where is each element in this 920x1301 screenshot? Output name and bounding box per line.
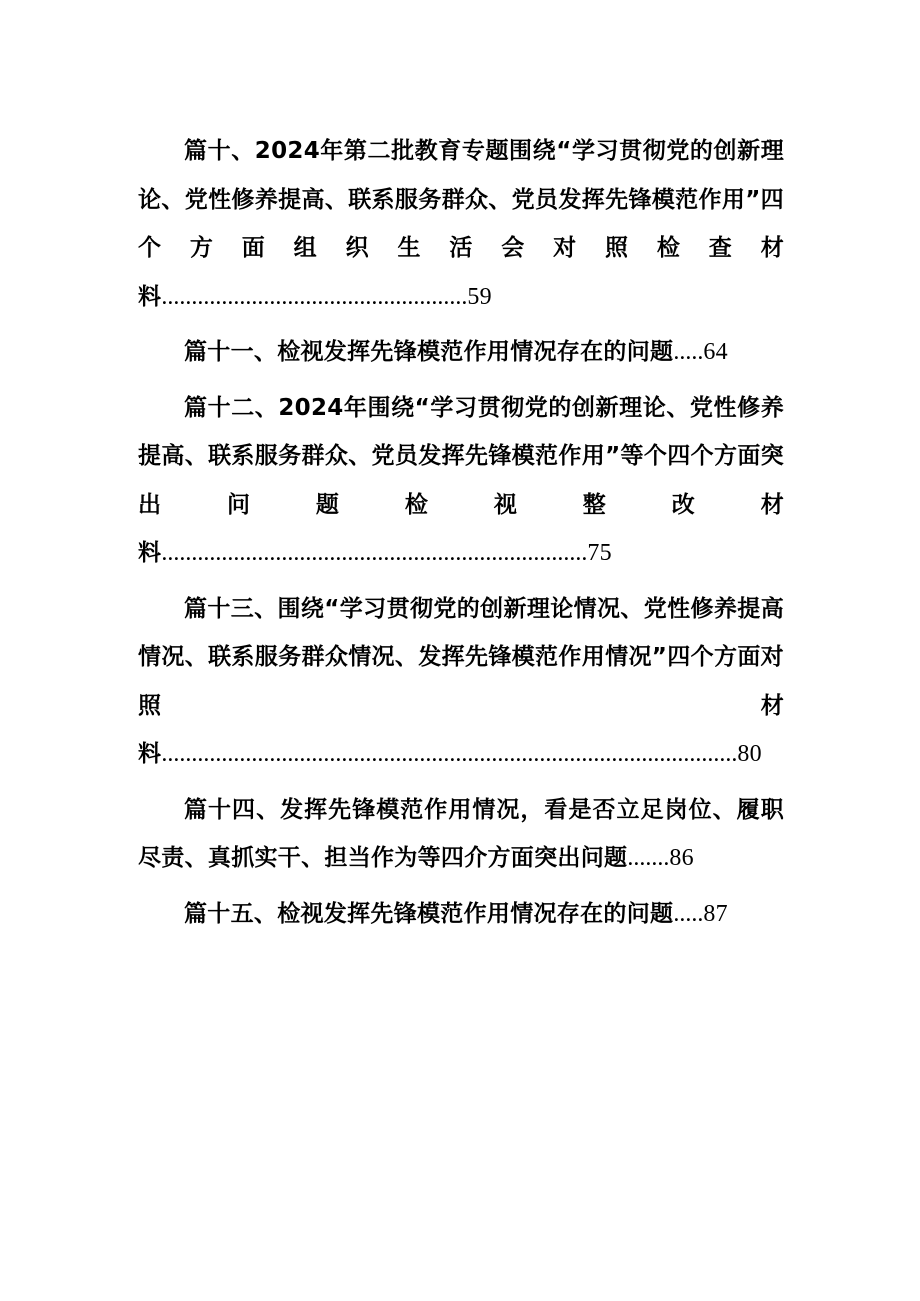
toc-leader-dots: ..... (673, 900, 704, 927)
toc-entry[interactable] (138, 384, 784, 578)
table-of-contents (138, 127, 784, 945)
toc-page-number: 87 (703, 900, 728, 927)
toc-leader-dots: ................................................................................................ (161, 741, 738, 767)
toc-page-number: 64 (703, 339, 728, 365)
toc-entry-label: 篇十五、检视发挥先锋模范作用情况存在的问题 (184, 900, 674, 927)
toc-leader-dots: ................................................... (161, 283, 468, 310)
toc-entry[interactable] (138, 328, 784, 377)
toc-entry-label: 篇十三、围绕“学习贯彻党的创新理论情况、党性修养提高情况、联系服务群众情况、发挥先锋模范作用情况”四个方面对照材料 (138, 595, 784, 767)
toc-entry[interactable] (138, 890, 784, 939)
toc-entry-label: 篇十四、发挥先锋模范作用情况，看是否立足岗位、履职尽责、真抓实干、担当作为等四介方面突出问题 (138, 796, 784, 871)
toc-entry-label: 篇十、2024年第二批教育专题围绕“学习贯彻党的创新理论、党性修养提高、联系服务群众、党员发挥先锋模范作用”四个方面组织生活会对照检查材料 (138, 138, 784, 310)
toc-entry-label: 篇十二、2024年围绕“学习贯彻党的创新理论、党性修养提高、联系服务群众、党员发挥先锋模范作用”等个四个方面突出问题检视整改材料 (138, 394, 784, 566)
toc-page-number: 86 (669, 845, 694, 871)
toc-page-number: 75 (587, 540, 612, 566)
toc-leader-dots: ....... (627, 845, 670, 871)
toc-page-number: 80 (737, 741, 762, 767)
toc-entry[interactable] (138, 127, 784, 321)
toc-leader-dots: ..... (673, 339, 704, 365)
toc-page-number: 59 (467, 283, 492, 310)
toc-entry[interactable] (138, 786, 784, 883)
toc-entry[interactable] (138, 585, 784, 779)
toc-leader-dots: ....................................................................... (161, 540, 588, 566)
toc-entry-label: 篇十一、检视发挥先锋模范作用情况存在的问题 (184, 339, 674, 365)
